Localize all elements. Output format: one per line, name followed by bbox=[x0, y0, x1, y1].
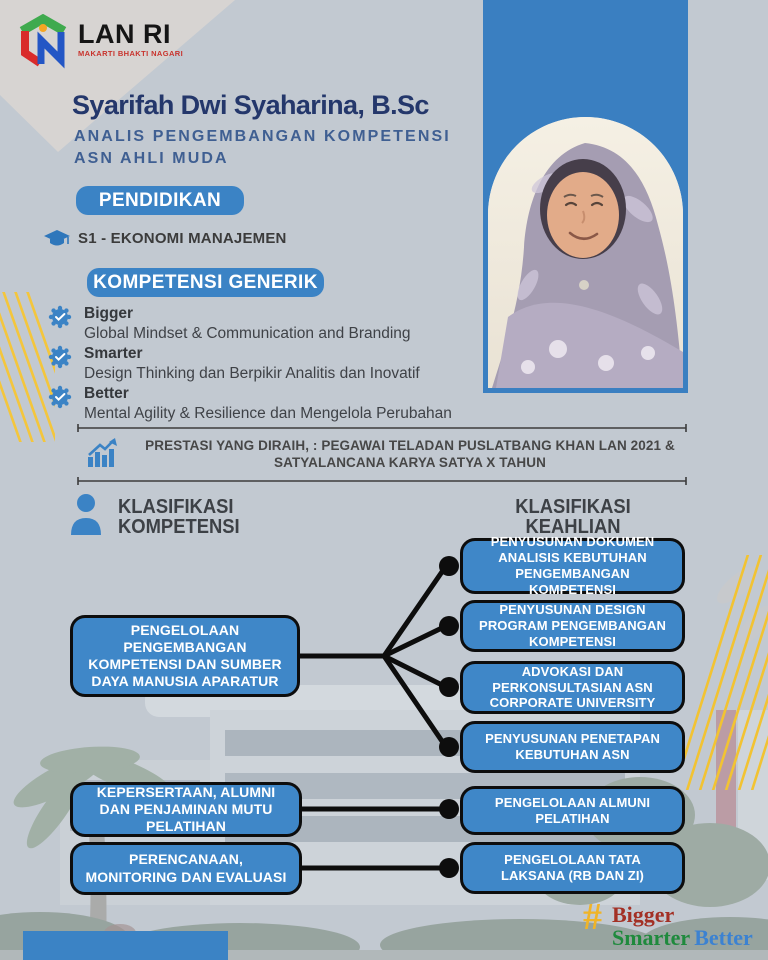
kompetensi-generik-label: KOMPETENSI GENERIK bbox=[93, 271, 318, 293]
achievement-line1: PRESTASI YANG DIRAIH, : PEGAWAI TELADAN PUSLATBANG KHAN LAN 2021 & bbox=[145, 438, 675, 453]
competency-item-smarter bbox=[48, 345, 420, 383]
pendidikan-label: PENDIDIKAN bbox=[98, 189, 222, 211]
profile-role-line2: ASN AHLI MUDA bbox=[74, 150, 229, 167]
heading-line: KLASIFIKASI bbox=[515, 496, 631, 518]
logo-org-text: LAN RI bbox=[78, 19, 171, 49]
hashtag-icon: # bbox=[583, 896, 602, 938]
competency-description: Design Thinking dan Berpikir Analitis dan Inovatif bbox=[84, 365, 420, 382]
competency-label: Bigger bbox=[84, 305, 134, 322]
lan-logo bbox=[16, 14, 183, 70]
achievement-text bbox=[130, 437, 690, 471]
competency-box-1: PENGELOLAAN PENGEMBANGAN KOMPETENSI DAN SUMBER DAYA MANUSIA APARATUR bbox=[70, 615, 300, 697]
expertise-box-1: PENYUSUNAN DOKUMEN ANALISIS KEBUTUHAN PENGEMBANGAN KOMPETENSI bbox=[460, 538, 685, 594]
profile-name: Syarifah Dwi Syaharina, B.Sc bbox=[72, 90, 429, 120]
education-degree: S1 - EKONOMI MANAJEMEN bbox=[78, 230, 287, 247]
logo-tagline-text: MAKARTI BHAKTI NAGARI bbox=[78, 49, 184, 58]
graduation-cap-icon bbox=[44, 229, 70, 248]
photo-panel bbox=[483, 0, 688, 393]
lan-logo-icon bbox=[16, 14, 70, 70]
competency-item-bigger bbox=[48, 305, 411, 343]
competency-description: Global Mindset & Communication and Branding bbox=[84, 325, 411, 342]
achievement-line2: SATYALANCANA KARYA SATYA X TAHUN bbox=[274, 455, 546, 470]
heading-line: KOMPETENSI bbox=[118, 516, 240, 538]
badge-check-icon bbox=[48, 305, 72, 343]
badge-check-icon bbox=[48, 345, 72, 383]
competency-description: Mental Agility & Resilience dan Mengelola Perubahan bbox=[84, 405, 452, 422]
expertise-box-2: PENYUSUNAN DESIGN PROGRAM PENGEMBANGAN KOMPETENSI bbox=[460, 600, 685, 652]
bottom-left-bar bbox=[23, 931, 228, 960]
expertise-box-3: ADVOKASI DAN PERKONSULTASIAN ASN CORPORATE UNIVERSITY bbox=[460, 661, 685, 714]
badge-check-icon bbox=[48, 385, 72, 423]
profile-role bbox=[74, 126, 451, 170]
profile-role-line1: ANALIS PENGEMBANGAN KOMPETENSI bbox=[74, 128, 451, 145]
decorative-stripes-left bbox=[0, 292, 55, 442]
expertise-box-4: PENYUSUNAN PENETAPAN KEBUTUHAN ASN bbox=[460, 721, 685, 773]
heading-line: KEAHLIAN bbox=[525, 516, 621, 538]
footer-word-smarter: Smarter bbox=[612, 925, 691, 950]
decorative-stripes-right bbox=[685, 555, 768, 790]
heading-klasifikasi-keahlian bbox=[471, 497, 675, 537]
person-icon bbox=[68, 493, 104, 535]
education-item bbox=[44, 229, 287, 248]
expertise-box-5: PENGELOLAAN ALMUNI PELATIHAN bbox=[460, 786, 685, 835]
portrait-photo bbox=[488, 117, 683, 388]
footer-word-bigger: Bigger bbox=[612, 902, 675, 927]
heading-line: KLASIFIKASI bbox=[118, 496, 234, 518]
competency-label: Smarter bbox=[84, 345, 143, 362]
footer-word-better: Better bbox=[694, 925, 753, 950]
expertise-box-6: PENGELOLAAN TATA LAKSANA (RB DAN ZI) bbox=[460, 842, 685, 894]
growth-chart-icon bbox=[86, 438, 118, 468]
footer-slogan bbox=[583, 896, 753, 950]
heading-klasifikasi-kompetensi bbox=[118, 497, 240, 537]
pendidikan-section-pill bbox=[76, 186, 244, 215]
competency-box-3: PERENCANAAN, MONITORING DAN EVALUASI bbox=[70, 842, 302, 895]
kompetensi-generik-section-pill bbox=[87, 268, 324, 297]
competency-label: Better bbox=[84, 385, 129, 402]
competency-box-2: KEPERSERTAAN, ALUMNI DAN PENJAMINAN MUTU PELATIHAN bbox=[70, 782, 302, 837]
